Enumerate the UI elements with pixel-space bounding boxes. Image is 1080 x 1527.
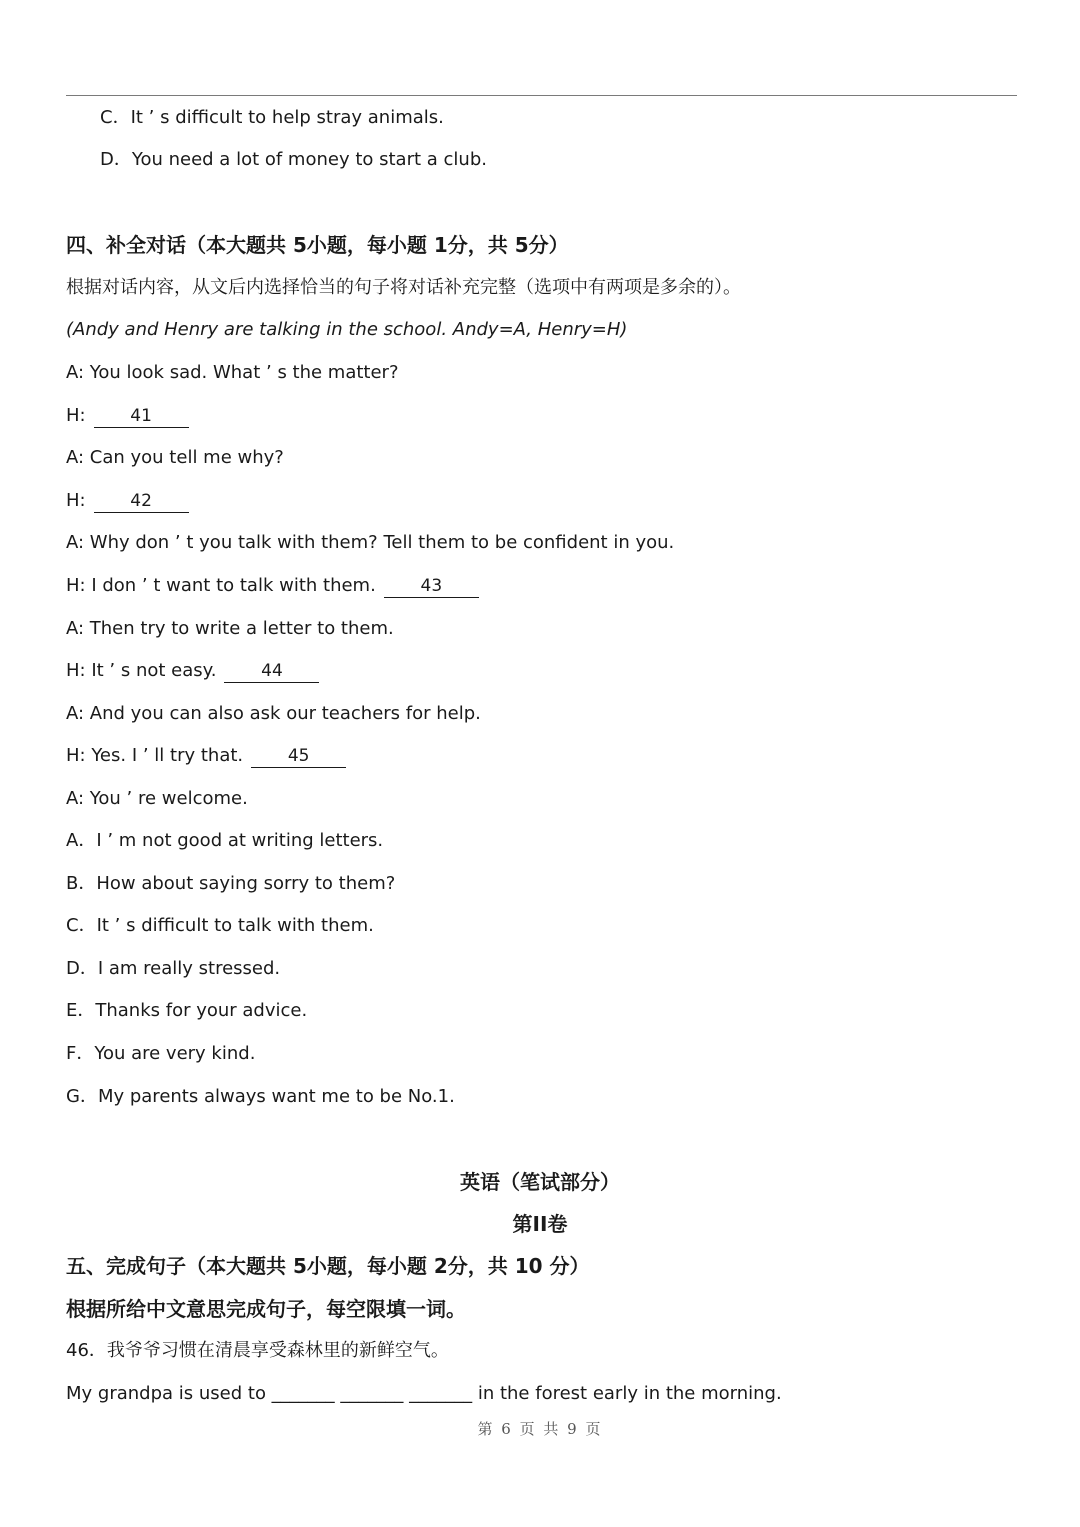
- dialogue-text: A: Can you tell me why?: [66, 447, 284, 469]
- part2-title: 英语（笔试部分）: [460, 1170, 620, 1194]
- section4-instruction: 根据对话内容，从文后内选择恰当的句子将对话补充完整（选项中有两项是多余的）。: [66, 277, 741, 298]
- dialogue-text: H: It ’ s not easy.: [66, 660, 217, 682]
- choice-item: C．It ’ s difficult to talk with them.: [66, 915, 374, 937]
- choice-item: F．You are very kind.: [66, 1043, 256, 1064]
- dialogue-line: [66, 659, 319, 683]
- dialogue-text: H:: [66, 489, 86, 511]
- dialogue-text: A: Why don ’ t you talk with them? Tell them to be confident in you.: [66, 532, 675, 554]
- choice-item: B．How about saying sorry to them?: [66, 872, 396, 894]
- dialogue-text: A: Then try to write a letter to them.: [66, 617, 394, 639]
- choice-item: A．I ’ m not good at writing letters.: [66, 830, 384, 851]
- part2-subtitle: 第II卷: [512, 1212, 568, 1236]
- question-46-english: My grandpa is used to _______ _______ _______ in the forest early in the morning.: [66, 1383, 782, 1404]
- dialogue-line: [66, 617, 394, 641]
- dialogue-line: [66, 446, 284, 470]
- answer-blank[interactable]: 43: [384, 575, 479, 598]
- choice-item: D．I am really stressed.: [66, 957, 281, 979]
- dialogue-line: [66, 531, 674, 555]
- answer-blank[interactable]: 45: [251, 745, 346, 768]
- section5-heading: 五、完成句子（本大题共 5小题，每小题 2分，共 10 分）: [66, 1254, 590, 1278]
- answer-blank[interactable]: 42: [94, 490, 189, 513]
- choice-item: G．My parents always want me to be No.1.: [66, 1085, 455, 1107]
- page-footer: 第 6 页 共 9 页: [477, 1420, 603, 1438]
- dialogue-text: H: Yes. I ’ ll try that.: [66, 745, 244, 767]
- option-d: D．You need a lot of money to start a club.: [100, 149, 487, 170]
- answer-blank[interactable]: 41: [94, 405, 189, 428]
- dialogue-line: [66, 404, 189, 428]
- dialogue-line: [66, 574, 479, 598]
- option-c: C．It ’ s difficult to help stray animals.: [100, 107, 444, 128]
- dialogue-text: H: I don ’ t want to talk with them.: [66, 575, 376, 596]
- dialogue-line: [66, 361, 399, 385]
- question-46-chinese: 46．我爷爷习惯在清晨享受森林里的新鲜空气。: [66, 1340, 449, 1361]
- dialogue-line: [66, 489, 189, 513]
- dialogue-line: [66, 744, 346, 768]
- dialogue-line: [66, 787, 248, 811]
- answer-blank[interactable]: 44: [224, 660, 319, 683]
- dialogue-text: H:: [66, 404, 86, 426]
- section5-instruction: 根据所给中文意思完成句子，每空限填一词。: [66, 1297, 466, 1321]
- dialogue-line: [66, 702, 481, 726]
- choice-item: E．Thanks for your advice.: [66, 1000, 308, 1022]
- dialogue-text: A: You ’ re welcome.: [66, 788, 248, 809]
- section4-heading: 四、补全对话（本大题共 5小题，每小题 1分，共 5分）: [66, 233, 569, 257]
- dialogue-text: A: You look sad. What ’ s the matter?: [66, 362, 399, 383]
- dialogue-context: (Andy and Henry are talking in the school. Andy=A, Henry=H): [66, 319, 628, 340]
- dialogue-text: A: And you can also ask our teachers for help.: [66, 702, 481, 724]
- header-rule: [66, 95, 1017, 96]
